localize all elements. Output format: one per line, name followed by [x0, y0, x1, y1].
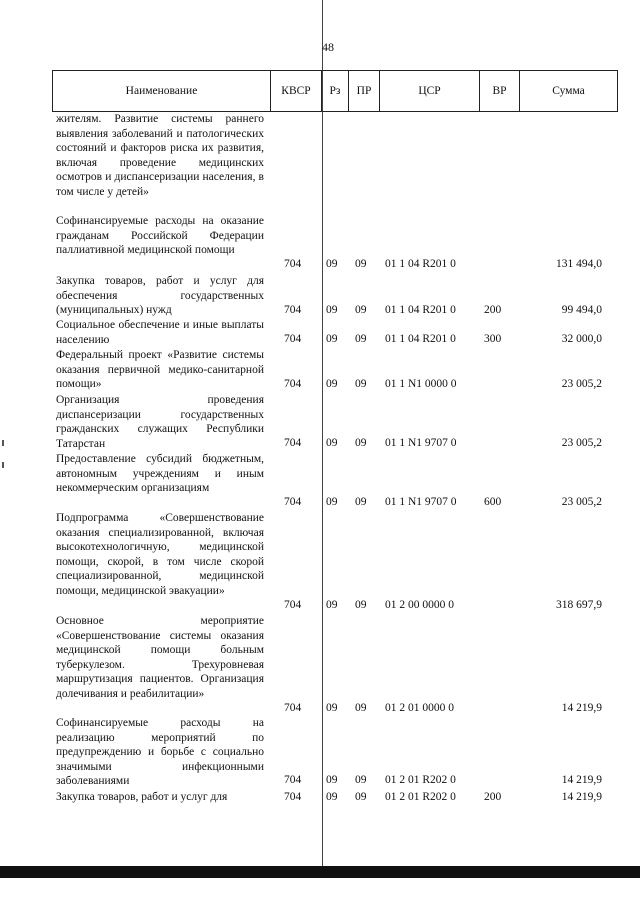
row-csr: 01 1 N1 9707 0: [385, 496, 457, 508]
row-name: Софинансируемые расходы на реализацию мероприятий по предупреждению и борьбе с социально значимыми инфекционными заболеваниями: [56, 717, 264, 787]
row-sum: 23 005,2: [561, 378, 602, 390]
header-vr: ВР: [480, 71, 520, 111]
row-sum: 318 697,9: [556, 599, 602, 611]
row-sum: 32 000,0: [561, 333, 602, 345]
row-csr: 01 2 01 R202 0: [385, 791, 456, 803]
row-pr: 09: [355, 774, 367, 786]
row-vr: 300: [484, 333, 502, 345]
row-vr: 200: [484, 304, 502, 316]
row-kvsr: 704: [284, 378, 302, 390]
row-rz: 09: [326, 791, 338, 803]
row-name: Закупка товаров, работ и услуг для обеспечения государственных (муниципальных) нужд: [56, 275, 264, 316]
row-kvsr: 704: [284, 496, 302, 508]
row-name: Социальное обеспечение и иные выплаты населению: [56, 319, 264, 346]
row-pr: 09: [355, 496, 367, 508]
row-sum: 14 219,9: [561, 774, 602, 786]
row-name: Закупка товаров, работ и услуг для: [56, 791, 228, 803]
row-name: Основное мероприятие «Совершенствование системы оказания медицинской помощи больным туберкулезом. Трехуровневая маршрутизация пациентов. Организация долечивания и реабилитации»: [56, 615, 264, 700]
row-kvsr: 704: [284, 304, 302, 316]
row-rz: 09: [326, 774, 338, 786]
row-sum: 14 219,9: [561, 791, 602, 803]
row-csr: 01 1 N1 9707 0: [385, 437, 457, 449]
row-csr: 01 1 04 R201 0: [385, 258, 456, 270]
row-kvsr: 704: [284, 258, 302, 270]
row-pr: 09: [355, 599, 367, 611]
scan-margin-mark: [2, 462, 4, 468]
row-pr: 09: [355, 333, 367, 345]
row-pr: 09: [355, 791, 367, 803]
scan-margin-mark: [2, 440, 4, 446]
row-name: Софинансируемые расходы на оказание гражданам Российской Федерации паллиативной медицинской помощи: [56, 215, 264, 256]
header-kvsr: КВСР: [271, 71, 322, 111]
row-sum: 131 494,0: [556, 258, 602, 270]
row-csr: 01 1 04 R201 0: [385, 304, 456, 316]
row-rz: 09: [326, 496, 338, 508]
row-csr: 01 1 04 R201 0: [385, 333, 456, 345]
page-number: 48: [322, 40, 334, 54]
row-csr: 01 2 01 R202 0: [385, 774, 456, 786]
header-csr: ЦСР: [380, 71, 480, 111]
row-pr: 09: [355, 258, 367, 270]
page-fold-line: [322, 0, 323, 866]
row-rz: 09: [326, 437, 338, 449]
row-pr: 09: [355, 378, 367, 390]
row-vr: 600: [484, 496, 502, 508]
table-header: [52, 70, 618, 112]
row-kvsr: 704: [284, 599, 302, 611]
row-name: Организация проведения диспансеризации государственных гражданских служащих Республики Татарстан: [56, 394, 264, 450]
row-rz: 09: [326, 333, 338, 345]
row-sum: 23 005,2: [561, 437, 602, 449]
row-vr: 200: [484, 791, 502, 803]
row-name: Предоставление субсидий бюджетным, автономным учреждениям и иным некоммерческим организациям: [56, 453, 264, 494]
row-pr: 09: [355, 437, 367, 449]
header-name: Наименование: [53, 71, 271, 111]
row-pr: 09: [355, 304, 367, 316]
row-rz: 09: [326, 702, 338, 714]
row-sum: 99 494,0: [561, 304, 602, 316]
row-kvsr: 704: [284, 774, 302, 786]
row-sum: 14 219,9: [561, 702, 602, 714]
header-pr: ПР: [349, 71, 380, 111]
row-rz: 09: [326, 599, 338, 611]
row-csr: 01 1 N1 0000 0: [385, 378, 457, 390]
header-sum: Сумма: [552, 85, 585, 97]
row-rz: 09: [326, 378, 338, 390]
row-csr: 01 2 01 0000 0: [385, 702, 454, 714]
row-csr: 01 2 00 0000 0: [385, 599, 454, 611]
row-kvsr: 704: [284, 333, 302, 345]
row-rz: 09: [326, 304, 338, 316]
row-rz: 09: [326, 258, 338, 270]
row-kvsr: 704: [284, 702, 302, 714]
row-kvsr: 704: [284, 791, 302, 803]
header-rz: Рз: [322, 71, 349, 111]
row-kvsr: 704: [284, 437, 302, 449]
scan-bottom-border: [0, 866, 640, 878]
row-name: Федеральный проект «Развитие системы оказания первичной медико-санитарной помощи»: [56, 349, 264, 390]
row-name: жителям. Развитие системы раннего выявления заболеваний и патологических состояний и факторов риска их развития, включая проведение медицинских осмотров и диспансеризации населения, в том числе у детей»: [56, 113, 264, 198]
row-sum: 23 005,2: [561, 496, 602, 508]
row-name: Подпрограмма «Совершенствование оказания специализированной, включая высокотехнологичную, медицинской помощи, скорой, в том числе скорой специализированной, медицинской помощи, медицинской эвакуации»: [56, 512, 264, 597]
row-pr: 09: [355, 702, 367, 714]
